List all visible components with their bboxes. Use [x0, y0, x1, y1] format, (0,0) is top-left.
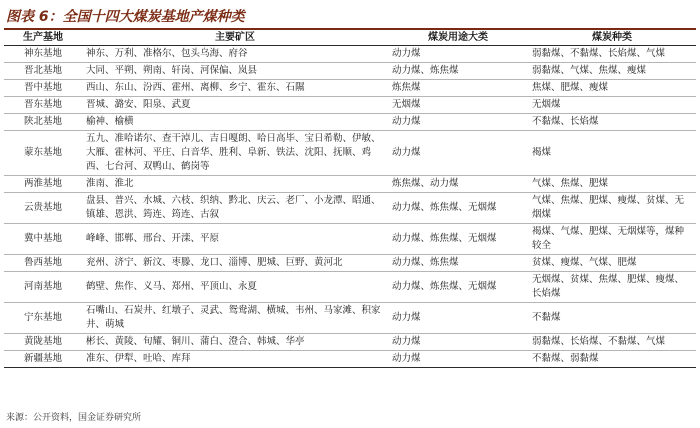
cell-usage: 无烟煤: [388, 97, 528, 114]
cell-types: 不黏煤、弱黏煤: [528, 351, 696, 368]
cell-types: 气煤、焦煤、肥煤、瘦煤、贫煤、无烟煤: [528, 193, 696, 224]
coal-base-table: [4, 30, 696, 368]
figure-title: 图表 6：全国十四大煤炭基地产煤种类: [6, 9, 245, 25]
header-base: 生产基地: [4, 30, 82, 46]
cell-base: 晋东基地: [4, 97, 82, 114]
cell-usage: 动力煤: [388, 114, 528, 131]
table-row: [4, 97, 696, 114]
cell-base: 陕北基地: [4, 114, 82, 131]
cell-types: 不黏煤: [528, 303, 696, 334]
cell-areas: 五九、准哈诺尔、查干淖儿、吉日嘎朗、哈日高毕、宝日希勒、伊敏、大雁、霍林河、平庄、白音华、胜利、阜新、铁法、沈阳、抚顺、鸡西、七台河、双鸭山、鹤岗等: [82, 131, 388, 176]
cell-types: 不黏煤、长焰煤: [528, 114, 696, 131]
cell-types: 褐煤、气煤、肥煤、无烟煤等，煤种较全: [528, 224, 696, 255]
cell-areas: 峰峰、邯郸、邢台、开滦、平原: [82, 224, 388, 255]
table-row: [4, 63, 696, 80]
table-row: [4, 255, 696, 272]
cell-usage: 动力煤、炼焦煤: [388, 255, 528, 272]
cell-types: 弱黏煤、气煤、焦煤、瘦煤: [528, 63, 696, 80]
cell-usage: 动力煤: [388, 131, 528, 176]
cell-areas: 兖州、济宁、新汶、枣滕、龙口、淄博、肥城、巨野、黄河北: [82, 255, 388, 272]
cell-areas: 晋城、潞安、阳泉、武夏: [82, 97, 388, 114]
table-row: [4, 303, 696, 334]
cell-types: 焦煤、肥煤、瘦煤: [528, 80, 696, 97]
cell-areas: 榆神、榆横: [82, 114, 388, 131]
cell-base: 云贵基地: [4, 193, 82, 224]
cell-base: 黄陇基地: [4, 334, 82, 351]
table-row: [4, 351, 696, 368]
header-types: 煤炭种类: [528, 30, 696, 46]
cell-usage: 炼焦煤: [388, 80, 528, 97]
table-row: [4, 46, 696, 63]
source-note: 来源：公开资料，国金证券研究所: [6, 413, 142, 423]
cell-types: 无烟煤: [528, 97, 696, 114]
cell-types: 褐煤: [528, 131, 696, 176]
cell-base: 晋中基地: [4, 80, 82, 97]
cell-types: 气煤、焦煤、肥煤: [528, 176, 696, 193]
cell-usage: 动力煤、炼焦煤: [388, 63, 528, 80]
cell-types: 弱黏煤、不黏煤、长焰煤、气煤: [528, 46, 696, 63]
table-row: [4, 80, 696, 97]
header-areas: 主要矿区: [82, 30, 388, 46]
cell-areas: 石嘴山、石炭井、红墩子、灵武、鸳鸯湖、横城、韦州、马家滩、积家井、萌城: [82, 303, 388, 334]
cell-base: 冀中基地: [4, 224, 82, 255]
header-usage: 煤炭用途大类: [388, 30, 528, 46]
cell-types: 弱黏煤、长焰煤、不黏煤、气煤: [528, 334, 696, 351]
cell-areas: 盘县、普兴、水城、六枝、织纳、黔北、庆云、老厂、小龙潭、昭通、镇雄、恩洪、筠连、筠连、古叙: [82, 193, 388, 224]
cell-usage: 动力煤、炼焦煤、无烟煤: [388, 272, 528, 303]
cell-usage: 动力煤、炼焦煤、无烟煤: [388, 193, 528, 224]
cell-base: 两淮基地: [4, 176, 82, 193]
cell-usage: 动力煤: [388, 334, 528, 351]
table-row: [4, 176, 696, 193]
cell-base: 神东基地: [4, 46, 82, 63]
table-row: [4, 193, 696, 224]
cell-areas: 彬长、黄陵、旬耀、铜川、蒲白、澄合、韩城、华亭: [82, 334, 388, 351]
table-row: [4, 272, 696, 303]
cell-base: 蒙东基地: [4, 131, 82, 176]
cell-base: 宁东基地: [4, 303, 82, 334]
cell-base: 河南基地: [4, 272, 82, 303]
cell-usage: 动力煤: [388, 351, 528, 368]
table-header-row: [4, 30, 696, 46]
cell-usage: 动力煤、炼焦煤、无烟煤: [388, 224, 528, 255]
cell-areas: 神东、万利、准格尔、包头乌海、府谷: [82, 46, 388, 63]
cell-usage: 动力煤: [388, 303, 528, 334]
cell-base: 晋北基地: [4, 63, 82, 80]
cell-areas: 淮南、淮北: [82, 176, 388, 193]
table-row: [4, 334, 696, 351]
cell-areas: 西山、东山、汾西、霍州、离柳、乡宁、霍东、石隰: [82, 80, 388, 97]
cell-base: 鲁西基地: [4, 255, 82, 272]
cell-areas: 准东、伊犁、吐哈、库拜: [82, 351, 388, 368]
cell-usage: 动力煤: [388, 46, 528, 63]
cell-areas: 大同、平朔、朔南、轩岗、河保偏、岚县: [82, 63, 388, 80]
cell-usage: 炼焦煤、动力煤: [388, 176, 528, 193]
table-row: [4, 114, 696, 131]
table-row: [4, 224, 696, 255]
cell-types: 贫煤、瘦煤、气煤、肥煤: [528, 255, 696, 272]
cell-areas: 鹤壁、焦作、义马、郑州、平顶山、永夏: [82, 272, 388, 303]
cell-base: 新疆基地: [4, 351, 82, 368]
cell-types: 无烟煤、贫煤、焦煤、肥煤、瘦煤、长焰煤: [528, 272, 696, 303]
table-row: [4, 131, 696, 176]
